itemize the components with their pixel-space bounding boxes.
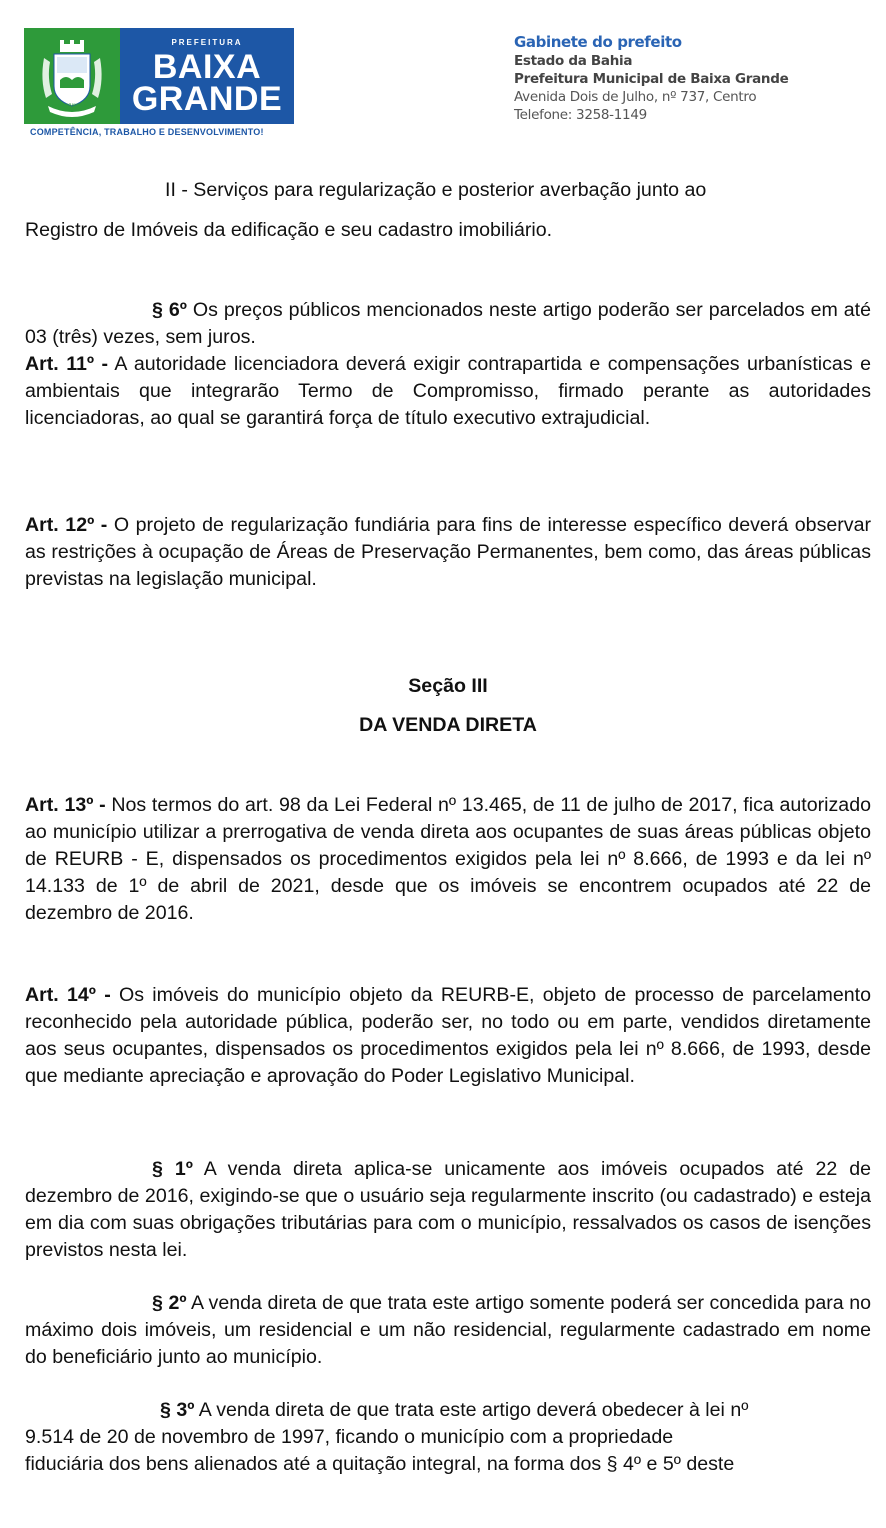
logo-wordmark-line2: GRANDE [131,80,283,118]
logo-slogan: COMPETÊNCIA, TRABALHO E DESENVOLVIMENTO! [30,127,264,137]
logo-crest-panel [24,28,120,124]
article-12-label: Art. 12º - [25,514,108,536]
paragraph-3-line1 [25,1397,871,1424]
paragraph-6-text: Os preços públicos mencionados neste artigo poderão ser parcelados em até 03 (três) vezes, sem juros. [25,299,871,348]
contact-block [514,32,854,124]
logo-wordmark-panel [120,28,294,124]
paragraph-2-label: § 2º [152,1292,187,1314]
contact-title: Gabinete do prefeito [514,33,682,51]
article-13-label: Art. 13º - [25,794,106,816]
item-ii [25,177,871,244]
contact-office: Prefeitura Municipal de Baixa Grande [514,71,789,87]
paragraph-2 [25,1290,871,1371]
paragraph-1-label: § 1º [152,1158,193,1180]
paragraph-2-text: A venda direta de que trata este artigo somente poderá ser concedida para no máximo dois imóveis, um residencial e um não residencial, regularmente cadastrado em nome do beneficiário junto ao município. [25,1292,871,1368]
crest-ribbon-text: BAIXA GRANDE-BA [52,102,90,107]
coat-of-arms-icon [30,36,114,120]
paragraph-1 [25,1156,871,1264]
article-14-text: Os imóveis do município objeto da REURB-E, objeto de processo de parcelamento reconhecido pela autoridade pública, poderão ser, no todo ou em parte, vendidos diretamente aos seus ocupantes, dispensados os procedimentos exigidos pela lei nº 8.666, de 1993, desde que mediante apreciação e aprovação do Poder Legislativo Municipal. [25,984,871,1087]
paragraph-1-text: A venda direta aplica-se unicamente aos imóveis ocupados até 22 de dezembro de 2016, exigindo-se que o usuário seja regularmente inscrito (ou cadastrado) e esteja em dia com suas obrigações tributárias para com o município, ressalvados os casos de isenções previstos nesta lei. [25,1158,871,1261]
municipal-logo [24,28,294,140]
paragraph-3-line3: fiduciária dos bens alienados até a quitação integral, na forma dos § 4º e 5º deste [25,1453,735,1475]
paragraph-6 [25,297,871,351]
contact-phone: Telefone: 3258-1149 [514,107,647,123]
paragraph-3-line2: 9.514 de 20 de novembro de 1997, ficando o município com a propriedade [25,1426,674,1448]
logo-prefix: PREFEITURA [171,38,243,47]
item-ii-line2: Registro de Imóveis da edificação e seu cadastro imobiliário. [25,219,553,241]
contact-state: Estado da Bahia [514,53,633,69]
article-11-label: Art. 11º - [25,353,109,375]
item-ii-line1: II - Serviços para regularização e posterior averbação junto ao [165,179,707,201]
article-11-text: A autoridade licenciadora deverá exigir contrapartida e compensações urbanísticas e ambientais que integrarão Termo de Compromisso, firmado perante as autoridades licenciadoras, ao qual se garantirá força de título executivo extrajudicial. [25,353,871,429]
article-14-label: Art. 14º - [25,984,111,1006]
article-11 [25,351,871,432]
section-heading: Seção III [408,675,488,697]
paragraph-3-label: § 3º [160,1399,195,1421]
paragraph-3-text-line1: A venda direta de que trata este artigo deverá obedecer à lei nº [194,1399,749,1421]
logo-wordmark-line1: BAIXA [152,48,262,86]
article-13-text: Nos termos do art. 98 da Lei Federal nº 13.465, de 11 de julho de 2017, fica autorizado ao município utilizar a prerrogativa de venda direta aos ocupantes de suas áreas públicas objeto de REURB - E, dispensados os procedimentos exigidos pela lei nº 8.666, de 1993 e da lei nº 14.133 de 1º de abril de 2021, desde que os imóveis se encontrem ocupados até 22 de dezembro de 2016. [25,794,871,924]
article-14 [25,982,871,1090]
article-12 [25,512,871,593]
contact-address: Avenida Dois de Julho, nº 737, Centro [514,89,757,105]
article-12-text: O projeto de regularização fundiária para fins de interesse específico deverá observar as restrições à ocupação de Áreas de Preservação Permanentes, bem como, das áreas públicas previstas na legislação municipal. [25,514,872,590]
section-title: DA VENDA DIRETA [359,714,537,736]
paragraph-6-label: § 6º [152,299,187,321]
paragraph-3 [25,1397,871,1478]
article-13 [25,792,871,927]
